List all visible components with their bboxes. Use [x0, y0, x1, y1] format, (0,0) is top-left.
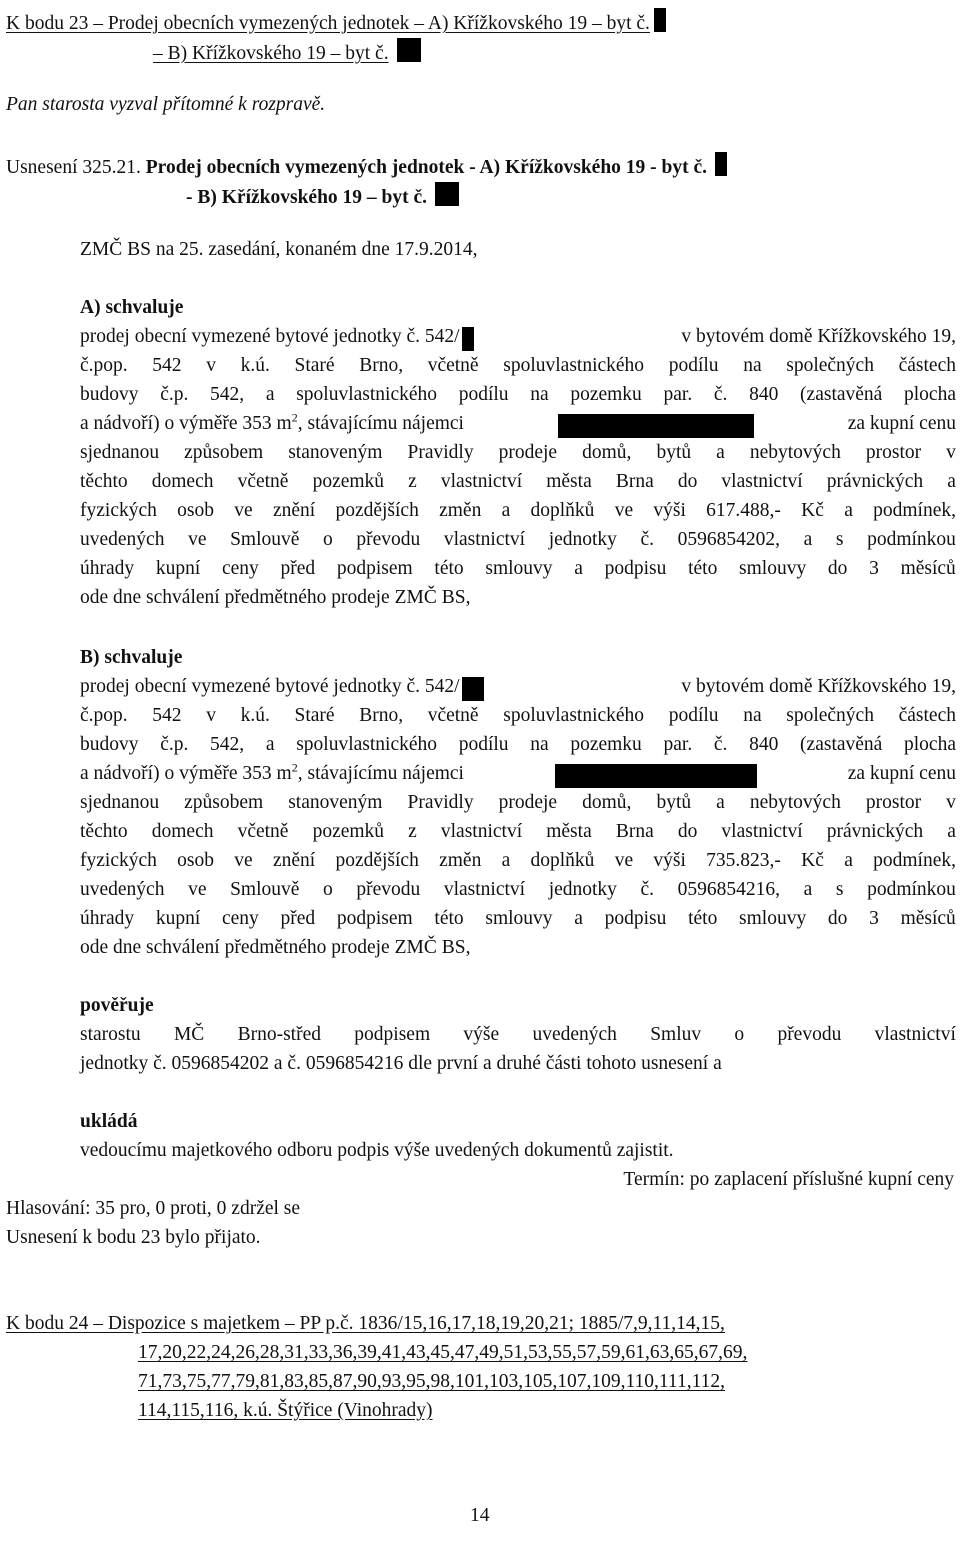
word: Pravidly	[407, 442, 474, 463]
word: před	[280, 908, 316, 929]
word: podílu	[458, 734, 509, 755]
word: stanoveným	[288, 792, 383, 813]
word: převodu	[356, 879, 421, 900]
agenda-item-24-heading-line1: K bodu 24 – Dispozice s majetkem – PP p.č. 1836/15,16,17,18,19,20,21; 1885/7,9,11,14,15,	[6, 1313, 725, 1334]
word: kupní	[155, 908, 201, 929]
word: a	[265, 384, 275, 405]
word: s	[835, 879, 844, 900]
word: těchto	[80, 821, 128, 842]
resolution-title: Prodej obecních vymezených jednotek - A) Křížkovského 19 - byt č.	[145, 157, 708, 178]
word: č.p.	[160, 384, 189, 405]
word: z	[408, 471, 417, 492]
word: podpisu	[604, 558, 667, 579]
word: bytů	[656, 792, 692, 813]
part-a-label: A) schvaluje	[80, 297, 184, 318]
word: spoluvlastnického	[296, 384, 438, 405]
authorizes-line2: jednotky č. 0596854202 a č. 0596854216 dle první a druhé části tohoto usnesení a	[80, 1053, 722, 1074]
word: 840	[749, 734, 779, 755]
part-line	[80, 327, 956, 351]
word: a	[844, 850, 853, 871]
price-label: za kupní cenu	[847, 763, 956, 784]
word: Pravidly	[407, 792, 474, 813]
word: doplňků	[530, 850, 595, 871]
building-text: v bytovém domě Křížkovského 19,	[681, 326, 956, 347]
word: včetně	[237, 821, 289, 842]
word: č.pop.	[80, 355, 128, 376]
word: nebytových	[749, 792, 841, 813]
word: nebytových	[749, 442, 841, 463]
word: do	[677, 471, 698, 492]
word: podílu	[668, 355, 719, 376]
word: ve	[234, 500, 253, 521]
word: Staré	[294, 705, 335, 726]
word: včetně	[237, 471, 289, 492]
word: s	[835, 529, 844, 550]
word: a	[574, 558, 583, 579]
word: uvedených	[532, 1024, 617, 1045]
word: č.	[713, 734, 728, 755]
price-label: za kupní cenu	[847, 413, 956, 434]
word: sjednanou	[80, 442, 160, 463]
word: z	[408, 821, 417, 842]
part-line	[80, 822, 956, 842]
word: pozemku	[570, 734, 642, 755]
word: budovy	[80, 384, 139, 405]
word: podílu	[668, 705, 719, 726]
part-line	[80, 443, 956, 463]
word: vlastnictví	[443, 879, 526, 900]
word: v	[206, 355, 216, 376]
word: prostor	[865, 792, 922, 813]
word: a	[716, 792, 725, 813]
word: vlastnictví	[440, 471, 523, 492]
word: podmínkou	[867, 879, 956, 900]
word: společných	[786, 355, 874, 376]
word: úhrady	[80, 908, 135, 929]
word: smlouvy	[739, 558, 807, 579]
area-text	[80, 410, 464, 438]
word: Smlouvě	[230, 879, 300, 900]
word: (zastavěná	[800, 734, 883, 755]
part-line	[80, 793, 956, 813]
word: ve	[188, 529, 207, 550]
word: domů,	[582, 792, 632, 813]
word: MČ	[173, 1024, 205, 1045]
part-line	[80, 851, 956, 871]
word: převodu	[356, 529, 421, 550]
deadline-text: Termín: po zaplacení příslušné kupní ceny	[623, 1169, 954, 1190]
word: par.	[663, 384, 693, 405]
page-number: 14	[470, 1505, 490, 1526]
word: 735.823,-	[706, 850, 781, 871]
word: v	[946, 792, 956, 813]
word: (zastavěná	[800, 384, 883, 405]
part-line	[80, 385, 956, 405]
word: o	[323, 879, 333, 900]
word: pozdějších	[335, 500, 419, 521]
tenant-label: , stávajícímu nájemci	[297, 413, 464, 434]
word: těchto	[80, 471, 128, 492]
word: Smlouvě	[230, 529, 300, 550]
word: měsíců	[900, 908, 956, 929]
word: kupní	[155, 558, 201, 579]
word: znění	[272, 850, 316, 871]
word: pozemků	[312, 821, 385, 842]
agenda-item-24-heading-line3: 71,73,75,77,79,81,83,85,87,90,93,95,98,101,103,105,107,109,110,111,112,	[138, 1371, 725, 1392]
word: 542	[152, 355, 182, 376]
word: Brna	[615, 471, 654, 492]
redaction-block	[397, 38, 421, 62]
redaction-block	[715, 152, 727, 176]
word: změn	[439, 850, 482, 871]
word: a	[803, 529, 813, 550]
agenda-item-23-heading-line1	[6, 8, 666, 34]
word: společných	[786, 705, 874, 726]
word: Brno,	[359, 355, 404, 376]
word: a	[803, 879, 813, 900]
word: vlastnictví	[721, 471, 803, 492]
word: právnických	[826, 471, 924, 492]
agenda-item-24-heading-line2: 17,20,22,24,26,28,31,33,36,39,41,43,45,47,49,51,53,55,57,59,61,63,65,67,69,	[138, 1342, 748, 1363]
redaction-block	[462, 327, 474, 351]
word: č.p.	[160, 734, 189, 755]
word: k.ú.	[240, 705, 270, 726]
word: a	[716, 442, 725, 463]
imposes-text: vedoucímu majetkového odboru podpis výše uvedených dokumentů zajistit.	[80, 1140, 674, 1161]
part-line	[80, 559, 956, 579]
part-line	[80, 735, 956, 755]
heading-text: – B) Křížkovského 19 – byt č.	[153, 43, 389, 64]
word: par.	[663, 734, 693, 755]
unit-text: prodej obecní vymezené bytové jednotky č. 542/	[80, 326, 460, 347]
word: této	[688, 558, 718, 579]
imposes-label: ukládá	[80, 1111, 138, 1132]
word: plocha	[904, 384, 956, 405]
word: domů,	[582, 442, 632, 463]
part-line	[80, 706, 956, 726]
word: 542,	[210, 384, 245, 405]
word: do	[827, 908, 848, 929]
part-line	[80, 677, 956, 701]
redaction-block	[558, 414, 754, 438]
authorizes-line1	[80, 1025, 956, 1045]
part-line	[80, 909, 956, 929]
resolution-title-line1	[6, 152, 727, 178]
word: této	[434, 908, 464, 929]
authorizes-label: pověřuje	[80, 995, 154, 1016]
word: způsobem	[184, 442, 264, 463]
redaction-block	[435, 182, 459, 206]
word: 542	[152, 705, 182, 726]
word: smlouvy	[485, 558, 553, 579]
word: podpisem	[336, 908, 413, 929]
word: na	[743, 355, 762, 376]
word: Staré	[294, 355, 335, 376]
building-text: v bytovém domě Křížkovského 19,	[681, 676, 956, 697]
part-line	[80, 760, 956, 788]
word: v	[946, 442, 956, 463]
word: částech	[898, 355, 956, 376]
word: a	[501, 850, 511, 871]
word: Brno,	[359, 705, 404, 726]
word: k.ú.	[240, 355, 270, 376]
word: prodeje	[498, 792, 558, 813]
word: způsobem	[184, 792, 264, 813]
word: ceny	[221, 558, 259, 579]
word: výši	[653, 500, 686, 521]
word: prostor	[865, 442, 922, 463]
part-line: ode dne schválení předmětného prodeje ZMČ BS,	[80, 937, 471, 958]
word: měsíců	[900, 558, 956, 579]
resolution-title-line2	[186, 182, 459, 208]
word: této	[688, 908, 718, 929]
word: znění	[272, 500, 316, 521]
word: změn	[439, 500, 482, 521]
word: jednotky	[548, 879, 617, 900]
discussion-note: Pan starosta vyzval přítomné k rozpravě.	[6, 94, 326, 115]
word: fyzických	[80, 500, 157, 521]
word: vlastnictví	[874, 1024, 956, 1045]
word: vlastnictví	[440, 821, 523, 842]
word: Kč	[801, 500, 824, 521]
word: 3	[869, 558, 879, 579]
resolution-outcome: Usnesení k bodu 23 bylo přijato.	[6, 1227, 261, 1248]
redaction-block	[555, 764, 757, 788]
word: podmínek,	[873, 850, 956, 871]
word: pozemků	[312, 471, 385, 492]
word: bytů	[656, 442, 692, 463]
word: o	[734, 1024, 745, 1045]
word: č.	[713, 384, 728, 405]
word: města	[546, 471, 592, 492]
superscript: 2	[291, 760, 298, 775]
word: podpisem	[336, 558, 413, 579]
redaction-block	[654, 8, 666, 32]
area-label: a nádvoří) o výměře 353 m	[80, 763, 292, 784]
word: podílu	[458, 384, 509, 405]
resolution-number: Usnesení 325.21.	[6, 157, 141, 178]
word: smlouvy	[485, 908, 553, 929]
word: této	[434, 558, 464, 579]
word: 0596854202,	[677, 529, 781, 550]
part-line	[80, 501, 956, 521]
heading-text: K bodu 23 – Prodej obecních vymezených jednotek – A) Křížkovského 19 – byt č.	[6, 13, 650, 34]
word: stanoveným	[288, 442, 383, 463]
word: 617.488,-	[706, 500, 781, 521]
tenant-label: , stávajícímu nájemci	[297, 763, 464, 784]
agenda-item-24-heading-line4: 114,115,116, k.ú. Štýřice (Vinohrady)	[138, 1400, 433, 1421]
word: č.	[640, 529, 655, 550]
word: 542,	[210, 734, 245, 755]
word: podpisem	[354, 1024, 431, 1045]
word: jednotky	[548, 529, 617, 550]
word: vlastnictví	[443, 529, 526, 550]
word: doplňků	[530, 500, 595, 521]
word: podmínek,	[873, 500, 956, 521]
word: a	[947, 821, 956, 842]
word: uvedených	[80, 529, 165, 550]
word: částech	[898, 705, 956, 726]
word: plocha	[904, 734, 956, 755]
word: č.	[640, 879, 655, 900]
word: vlastnictví	[721, 821, 803, 842]
word: do	[677, 821, 698, 842]
word: převodu	[777, 1024, 842, 1045]
part-line	[80, 880, 956, 900]
superscript: 2	[291, 410, 298, 425]
word: a	[265, 734, 275, 755]
word: budovy	[80, 734, 139, 755]
word: osob	[177, 850, 214, 871]
part-b-label: B) schvaluje	[80, 647, 183, 668]
unit-text: prodej obecní vymezené bytové jednotky č. 542/	[80, 676, 460, 697]
word: fyzických	[80, 850, 157, 871]
word: uvedených	[80, 879, 165, 900]
word: spoluvlastnického	[296, 734, 438, 755]
word: a	[574, 908, 583, 929]
word: ceny	[221, 908, 259, 929]
word: 0596854216,	[677, 879, 781, 900]
resolution-title: - B) Křížkovského 19 – byt č.	[186, 187, 428, 208]
word: ve	[188, 879, 207, 900]
word: Brno-střed	[237, 1024, 321, 1045]
vote-result: Hlasování: 35 pro, 0 proti, 0 zdržel se	[6, 1198, 301, 1219]
word: Smluv	[650, 1024, 702, 1045]
word: spoluvlastnického	[503, 705, 645, 726]
word: osob	[177, 500, 214, 521]
word: před	[280, 558, 316, 579]
word: starostu	[80, 1024, 141, 1045]
word: Brna	[615, 821, 654, 842]
part-line	[80, 356, 956, 376]
word: a	[844, 500, 853, 521]
word: na	[743, 705, 762, 726]
word: a	[947, 471, 956, 492]
word: domech	[151, 821, 214, 842]
redaction-block	[462, 677, 484, 701]
word: na	[530, 384, 549, 405]
word: o	[323, 529, 333, 550]
part-line: ode dne schválení předmětného prodeje ZMČ BS,	[80, 587, 471, 608]
agenda-item-23-heading-line2	[153, 38, 421, 64]
meeting-info: ZMČ BS na 25. zasedání, konaném dne 17.9.2014,	[80, 239, 478, 260]
word: sjednanou	[80, 792, 160, 813]
part-line	[80, 530, 956, 550]
word: Kč	[801, 850, 824, 871]
word: do	[827, 558, 848, 579]
word: úhrady	[80, 558, 135, 579]
part-line	[80, 472, 956, 492]
word: 3	[869, 908, 879, 929]
word: č.pop.	[80, 705, 128, 726]
area-label: a nádvoří) o výměře 353 m	[80, 413, 292, 434]
word: ve	[614, 850, 634, 871]
word: města	[546, 821, 592, 842]
word: ve	[614, 500, 634, 521]
word: domech	[151, 471, 214, 492]
word: podpisu	[604, 908, 667, 929]
word: včetně	[427, 705, 479, 726]
word: a	[501, 500, 511, 521]
word: podmínkou	[867, 529, 956, 550]
word: smlouvy	[739, 908, 807, 929]
word: pozdějších	[335, 850, 419, 871]
part-line	[80, 410, 956, 438]
word: ve	[234, 850, 253, 871]
area-text	[80, 760, 464, 788]
word: spoluvlastnického	[503, 355, 645, 376]
word: výši	[653, 850, 686, 871]
word: pozemku	[570, 384, 642, 405]
word: včetně	[427, 355, 479, 376]
word: výše	[463, 1024, 500, 1045]
word: právnických	[826, 821, 924, 842]
word: 840	[749, 384, 779, 405]
word: na	[530, 734, 549, 755]
word: v	[206, 705, 216, 726]
word: prodeje	[498, 442, 558, 463]
